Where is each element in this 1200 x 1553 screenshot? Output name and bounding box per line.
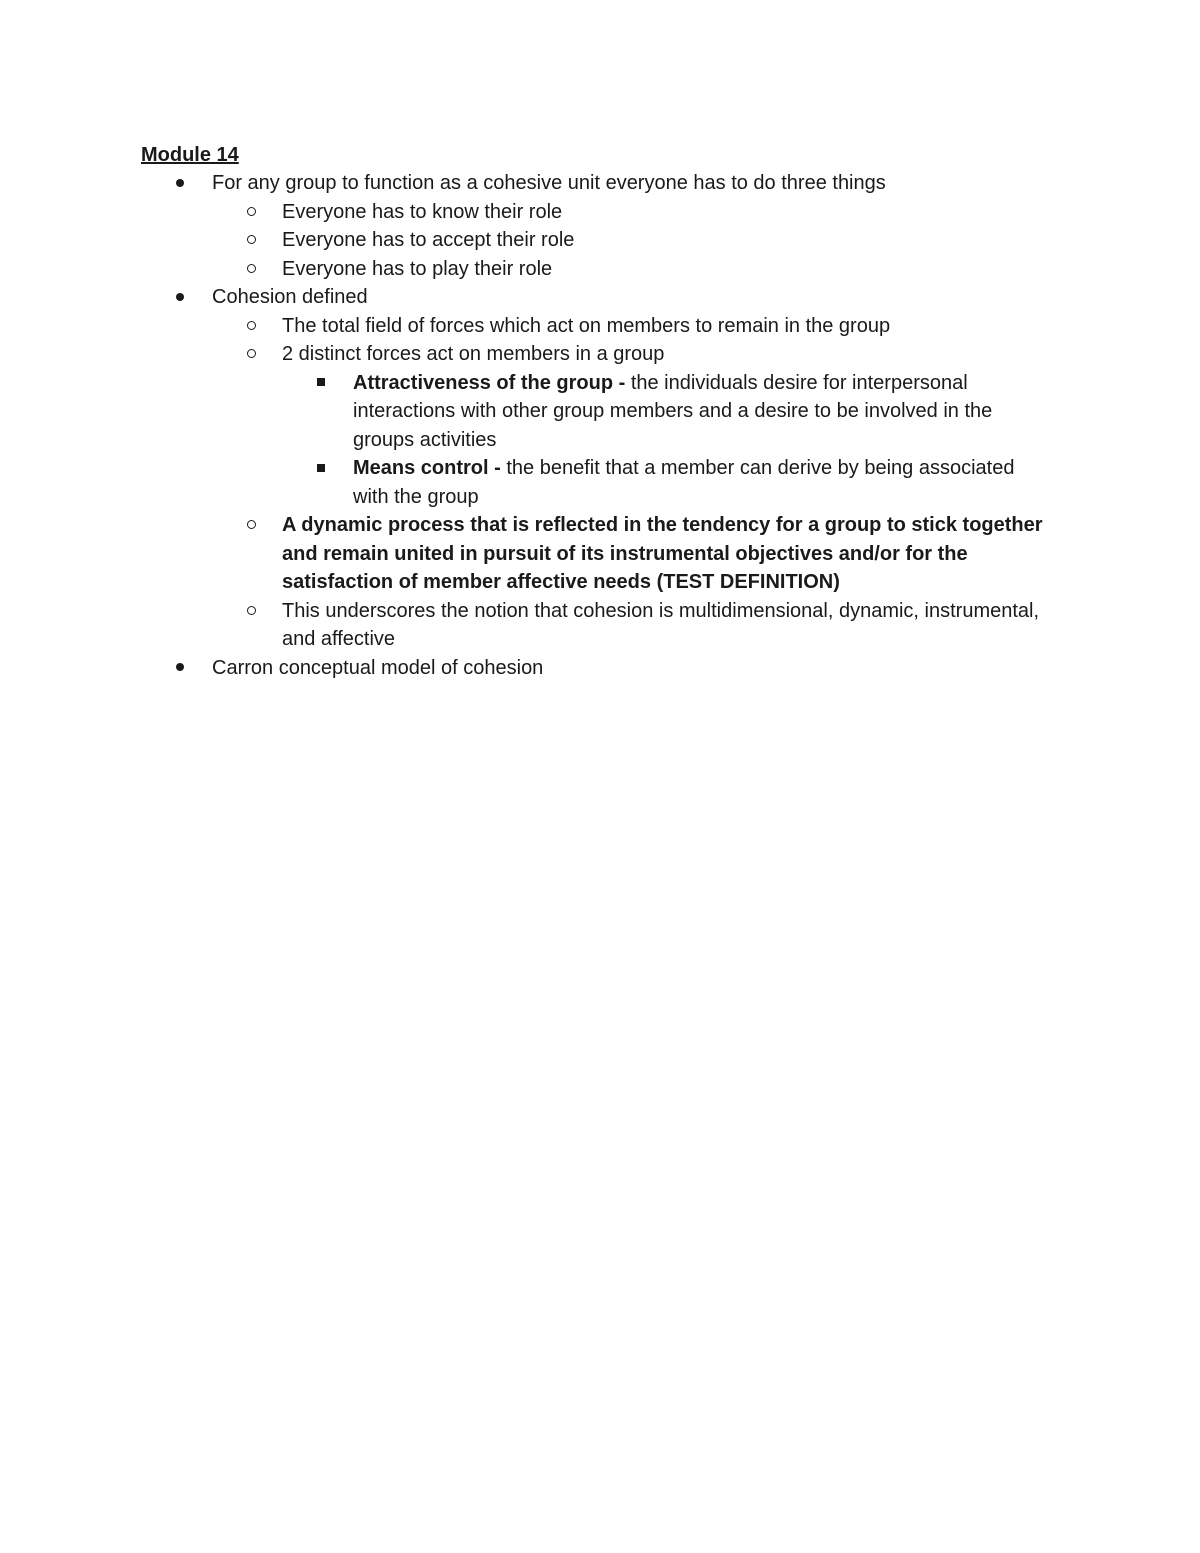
test-definition-text: A dynamic process that is reflected in the tendency for a group to stick together and remain united in pursuit of its instrumental objectives and/or for the satisfaction of member affective needs (TEST DEFINITION) xyxy=(282,514,1043,593)
disc-bullet-icon xyxy=(176,654,184,683)
list-item-text: For any group to function as a cohesive unit everyone has to do three things xyxy=(212,172,886,194)
list-item xyxy=(0,369,1200,455)
square-bullet-icon xyxy=(317,454,325,483)
list-item-text: Carron conceptual model of cohesion xyxy=(212,656,544,679)
list-item xyxy=(0,255,1200,284)
list-item-text: Everyone has to know their role xyxy=(282,200,563,223)
circle-bullet-icon xyxy=(247,340,256,369)
disc-bullet-icon xyxy=(176,283,184,312)
circle-bullet-icon xyxy=(247,597,256,626)
list-item-text: Everyone has to play their role xyxy=(282,257,553,280)
list-item xyxy=(0,283,1200,312)
term-definition: the benefit that a member can derive by being associated with the group xyxy=(353,457,1015,508)
circle-bullet-icon xyxy=(247,226,256,255)
list-item xyxy=(0,511,1200,597)
list-item xyxy=(0,226,1200,255)
list-item xyxy=(0,597,1200,654)
square-bullet-icon xyxy=(317,369,325,398)
term-label: Means control - xyxy=(353,457,501,479)
list-item xyxy=(0,169,1200,198)
circle-bullet-icon xyxy=(247,198,256,227)
list-item-text: 2 distinct forces act on members in a group xyxy=(282,343,665,365)
circle-bullet-icon xyxy=(247,255,256,284)
list-item-text xyxy=(353,454,1053,511)
list-item-text: The total field of forces which act on members to remain in the group xyxy=(282,314,891,337)
term-definition: the individuals desire for interpersonal interactions with other group members and a desire to be involved in the groups activities xyxy=(353,371,993,451)
list-item-text xyxy=(353,369,1053,455)
list-item-text: Everyone has to accept their role xyxy=(282,229,575,251)
list-item xyxy=(0,454,1200,511)
list-item-text: This underscores the notion that cohesion is multidimensional, dynamic, instrumental, and affective xyxy=(282,599,1040,650)
list-item xyxy=(0,198,1200,227)
circle-bullet-icon xyxy=(247,312,256,341)
disc-bullet-icon xyxy=(176,169,184,198)
list-item xyxy=(0,340,1200,369)
list-item xyxy=(0,312,1200,341)
outline-list xyxy=(0,169,1200,682)
list-item-text: Cohesion defined xyxy=(212,286,368,308)
term-label: Attractiveness of the group - xyxy=(353,371,626,394)
module-title: Module 14 xyxy=(141,144,239,166)
list-item xyxy=(0,654,1200,683)
circle-bullet-icon xyxy=(247,511,256,540)
